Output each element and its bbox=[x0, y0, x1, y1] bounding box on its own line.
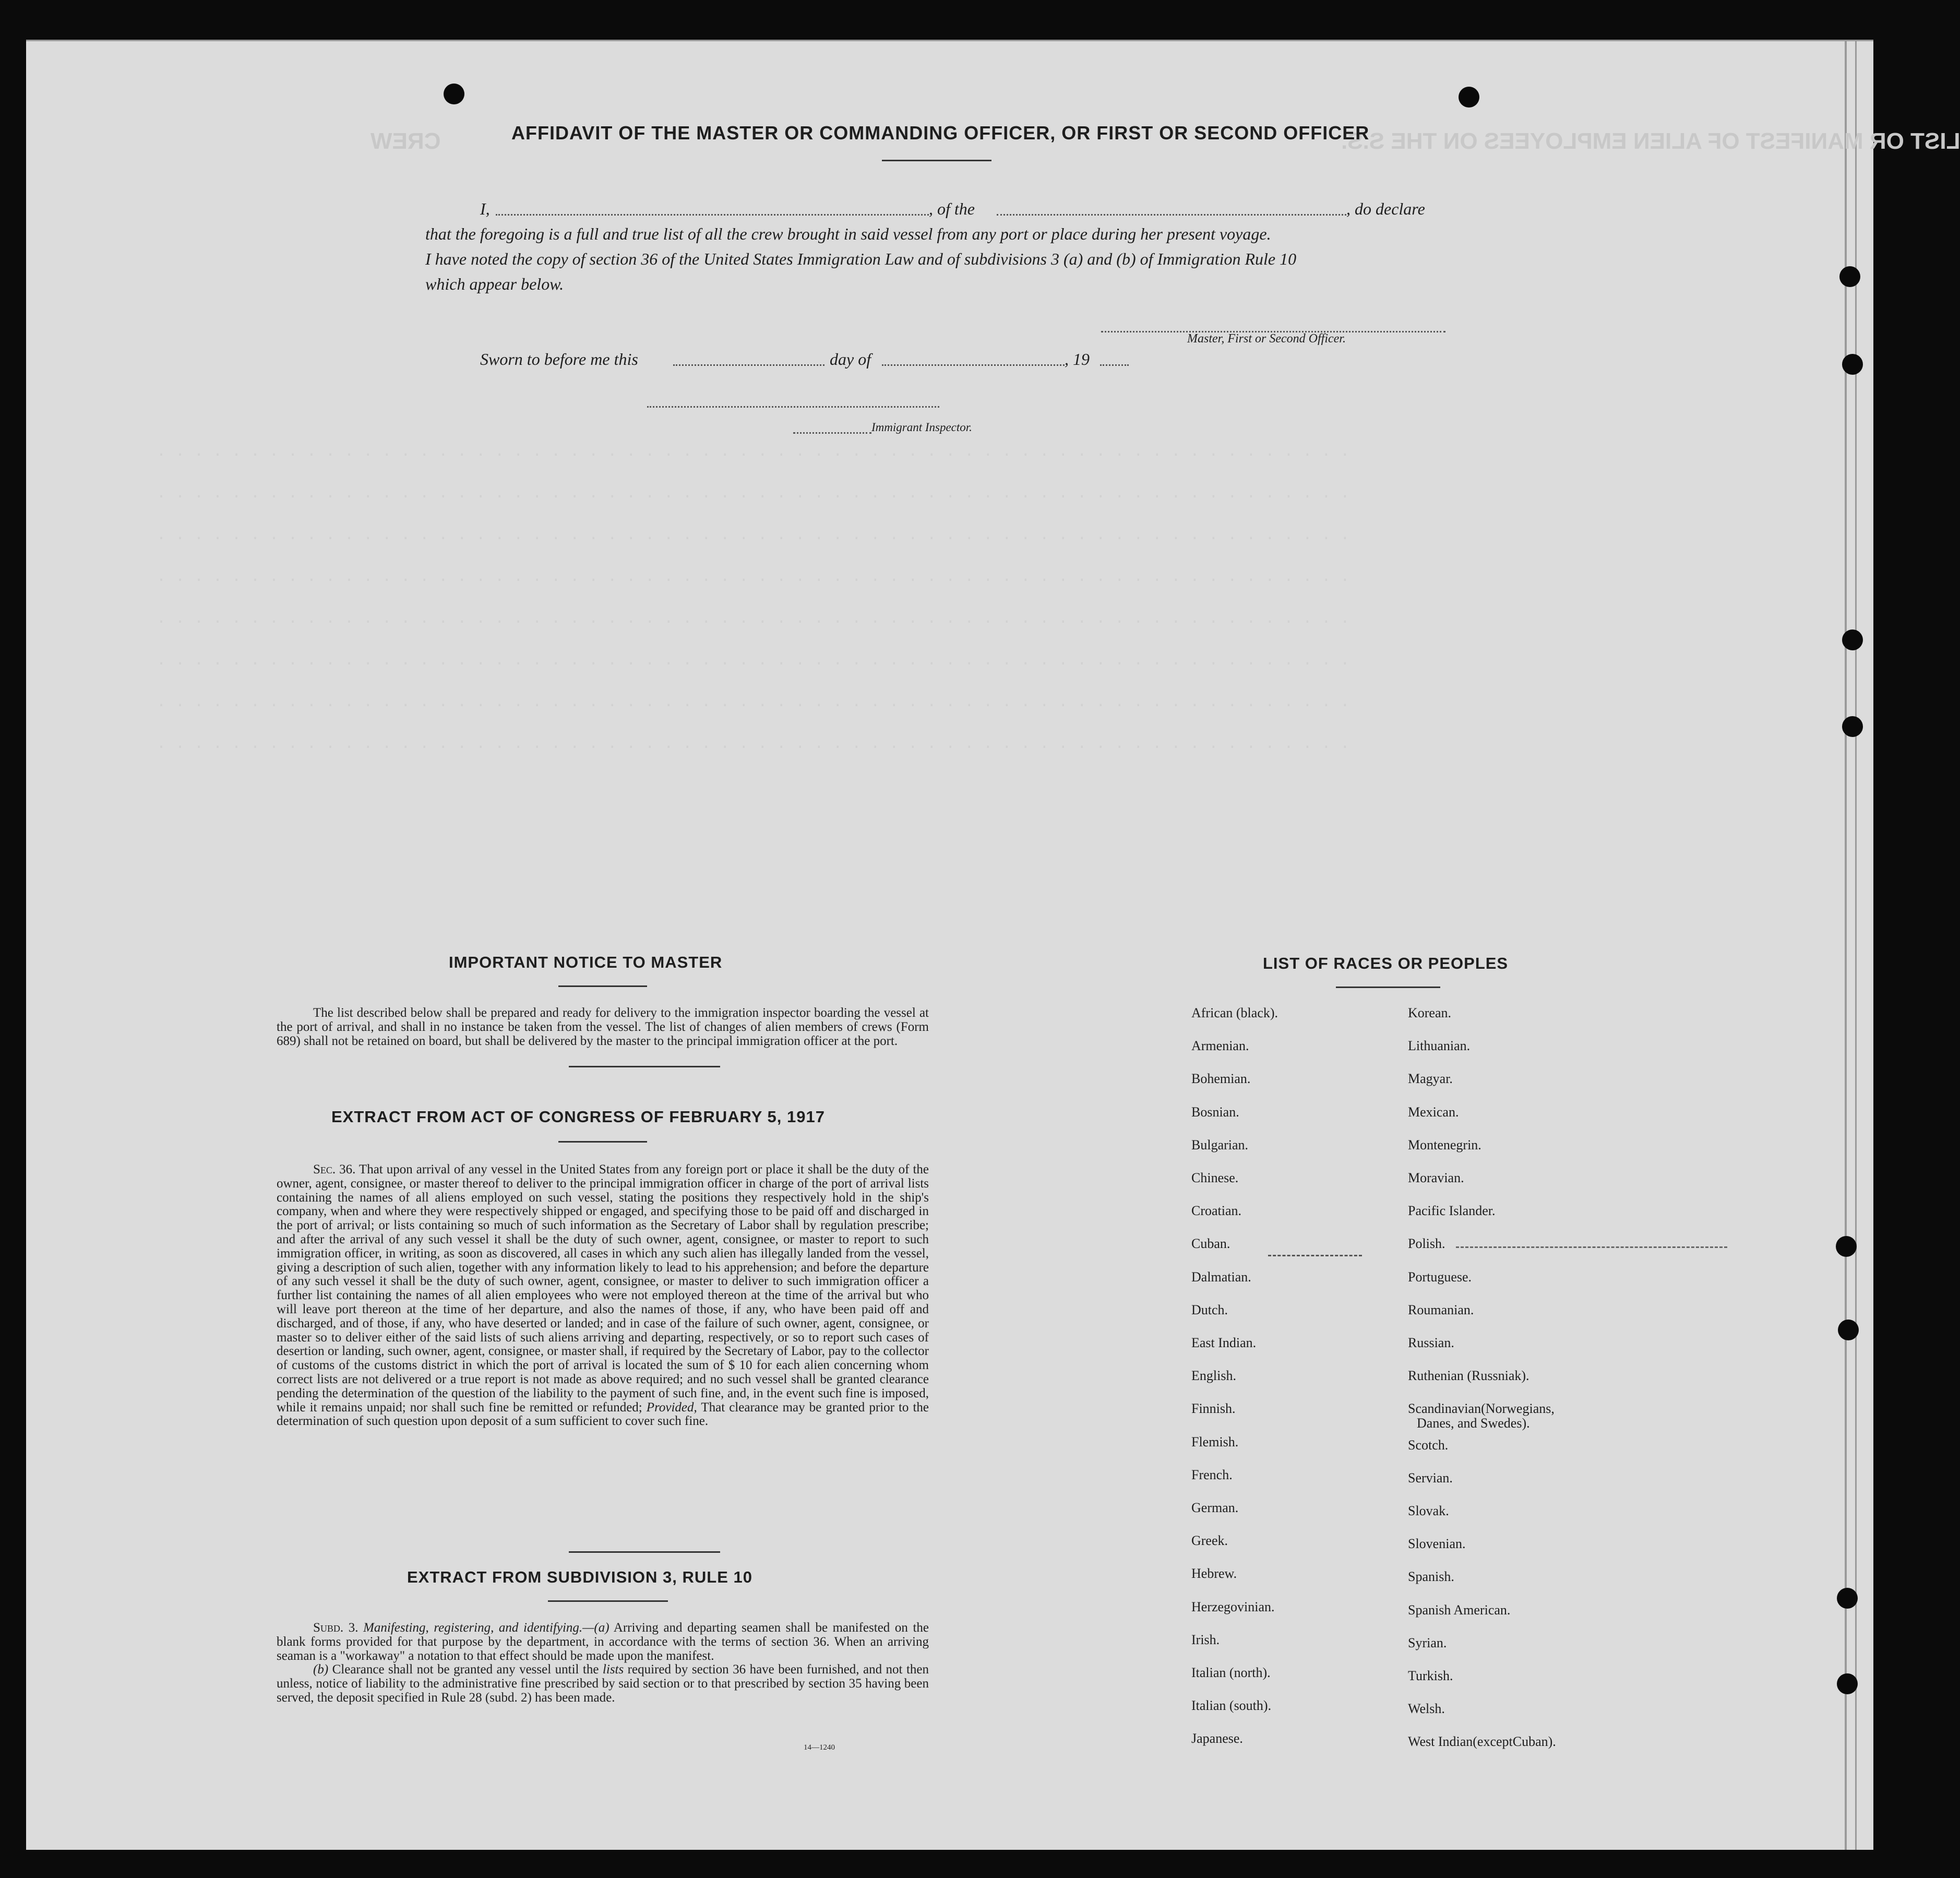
races-title-rule bbox=[1336, 986, 1440, 988]
affidavit-do-declare: , do declare bbox=[1346, 199, 1425, 218]
race-item: Finnish. bbox=[1191, 1401, 1236, 1417]
race-item: Moravian. bbox=[1408, 1170, 1464, 1185]
document-page bbox=[26, 40, 1960, 1850]
race-item: English. bbox=[1191, 1368, 1236, 1384]
ink-mark bbox=[1456, 1246, 1727, 1248]
punch-hole bbox=[1837, 1588, 1858, 1609]
page-edge-right bbox=[1845, 40, 1847, 1850]
day-of-label: day of bbox=[830, 350, 871, 369]
rule-heading: Manifesting, registering, and identifying.—(a) bbox=[363, 1621, 609, 1635]
rule-extract-title: EXTRACT FROM SUBDIVISION 3, RULE 10 bbox=[407, 1568, 752, 1586]
race-item: East Indian. bbox=[1191, 1335, 1257, 1350]
affidavit-body-line1: that the foregoing is a full and true list of all the crew brought in said vessel from any port or place during her present voyage. bbox=[425, 224, 1271, 243]
race-item: Greek. bbox=[1191, 1533, 1228, 1549]
ink-mark bbox=[1268, 1255, 1362, 1256]
lists-word: lists bbox=[602, 1662, 624, 1677]
b-label: (b) bbox=[313, 1662, 329, 1677]
race-item: Danes, and Swedes). bbox=[1417, 1416, 1530, 1431]
race-item: Spanish. bbox=[1408, 1569, 1454, 1585]
affidavit-i-label: I, bbox=[480, 199, 490, 218]
notice-title-rule bbox=[558, 985, 647, 987]
race-item: Chinese. bbox=[1191, 1170, 1239, 1185]
bleed-through-rows: . . . . . . . . . . . . . . . . . . . . . . . . . . . . . . . . . . . . . . . . . . . . . . . . . . . . . . . . . . . . . . . . . . . . . . . . . . . . . . . . . . . . . . . . . . . . . . . . . . . . . . . . . . . . . . . . . . . . . . . . . . . . . . . . . . . . . . . . . . . . . . . . . . . . . . . . . . . . . . . . . . . . . . . . . . . . . . . . . . . . . . . . . . . . . . . . . . . . . . . . . . . . . . . . . . . . . . . . . . . . . . . . . . . . . . . . . . . . . . . . . . . . . . . . . . . . . . . . . . . . . . . . . . . . . . . . . . . . . . . . . . . . . . . . . . . . . . . . . . . . . . . . . . . . . . . . . . . . . . . . . . . . . . . . . . . . . . . . . . . . . . . . . . . . . . . . . . . . . . . . . . . . . . . . . . . . . . . . . . . . . . . . . . . . . . . . . . . . . . . . . . . . . . . . . . . . . . . . . . . . . . . . . . . . . . . . . . . . . . . . . . . . . . . . . . . . . . . . . . . . . . . . . . . . . . . . . . . . . . . . . . . . . . . . . . . . . . . . . . . . . . . . . . . . . . . . bbox=[157, 443, 1350, 753]
sworn-label: Sworn to before me this bbox=[480, 350, 638, 369]
race-item: Welsh. bbox=[1408, 1701, 1445, 1717]
affidavit-vessel-field[interactable] bbox=[997, 214, 1346, 216]
affidavit-name-field[interactable] bbox=[496, 214, 929, 216]
page-edge-top bbox=[26, 40, 1873, 41]
race-item: Armenian. bbox=[1191, 1038, 1249, 1054]
punch-hole bbox=[1842, 716, 1863, 737]
punch-hole bbox=[444, 84, 464, 104]
notice-title: IMPORTANT NOTICE TO MASTER bbox=[449, 953, 723, 971]
punch-hole bbox=[1836, 1236, 1857, 1257]
punch-hole bbox=[1842, 629, 1863, 650]
race-item: Bohemian. bbox=[1191, 1071, 1251, 1087]
race-item: Irish. bbox=[1191, 1632, 1220, 1647]
act-text-b: That clearance may be granted prior to the determination of such question upon deposit of a sum sufficient to cover such fine. bbox=[277, 1400, 929, 1429]
race-item: Japanese. bbox=[1191, 1731, 1243, 1746]
subd-label: Subd. 3. bbox=[313, 1621, 358, 1635]
punch-hole bbox=[1838, 1320, 1859, 1340]
bleed-through-crew: CREW bbox=[371, 128, 441, 154]
inspector-signature-field[interactable] bbox=[647, 406, 939, 408]
race-item: French. bbox=[1191, 1467, 1233, 1482]
race-item: Spanish American. bbox=[1408, 1602, 1511, 1618]
race-item: Magyar. bbox=[1408, 1071, 1453, 1087]
sworn-month-field[interactable] bbox=[882, 364, 1065, 366]
bleed-through-title: LIST OR MANIFEST OF ALIEN EMPLOYEES ON THE S.S. bbox=[1341, 128, 1960, 154]
race-item: Scotch. bbox=[1408, 1437, 1449, 1453]
race-item: Syrian. bbox=[1408, 1635, 1447, 1650]
race-item: Slovak. bbox=[1408, 1503, 1449, 1518]
race-item: Flemish. bbox=[1191, 1434, 1239, 1449]
act-text-a: That upon arrival of any vessel in the United States from any foreign port or place it shall be the duty of the owner, agent, consignee, or master thereof to deliver to the principal immigration officer in charge of the port of arrival lists containing the names of all aliens employed on such vessel, stating the positions they respectively hold in the ship's company, when and where they were respectively shipped or engaged, and specifying those to be paid off and discharged in the port of arrival; or lists containing so much of such information as the Secretary of Labor shall by regulation prescribe; and after the arrival of any such vessel it shall be the duty of such owner, agent, consignee, or master to report to such immigration officer, in writing, as soon as discovered, all cases in which any such alien has illegally landed from the vessel, giving a description of such alien, together with any information likely to lead to his apprehension; and before the departure of any such vessel it shall be the duty of such owner, agent, consignee, or master to deliver to such immigration officer a further list containing the names of all alien employees who were not employed thereon at the time of the arrival but who will leave port thereon at the time of her departure, and also the names of those, if any, who have been paid off and discharged, and of those, if any, who have deserted or landed; and in case of the failure of such owner, agent, consignee, or master so to deliver either of the said lists of such aliens arriving and departing, respectively, or so to report such cases of desertion or landing, such owner, agent, consignee, or master shall, if required by the Secretary of Labor, pay to the collector of customs of the customs district in which the port of arrival is located the sum of $ 10 for each alien concerning whom correct lists are not delivered or a true report is not made as above required; and no such vessel shall be granted clearance pending the determination of the question of the liability to the payment of such fine, and, in the event such fine is imposed, while it remains unpaid; nor shall such fine be remitted or refunded; bbox=[277, 1162, 929, 1415]
affidavit-of-the-label: , of the bbox=[929, 199, 975, 218]
year-label: , 19 bbox=[1065, 350, 1090, 369]
affidavit-title: AFFIDAVIT OF THE MASTER OR COMMANDING OFFICER, OR FIRST OR SECOND OFFICER bbox=[511, 122, 1370, 144]
rule-text-a: Arriving and departing seamen shall be manifested on the blank forms provided for that purpose by the department, in accordance with the terms of section 36. When an arriving seaman is a "workaway" a notation to that effect should be made upon the manifest. bbox=[277, 1621, 929, 1663]
sec-label: Sec. 36. bbox=[313, 1162, 356, 1176]
rule-text-b2: required by section 36 have been furnished, and not then unless, notice of liability to the administrative fine prescribed by said section or to that prescribed by section 35 having been served, the deposit specified in Rule 28 (subd. 2) has been made. bbox=[277, 1662, 929, 1705]
form-number: 14—1240 bbox=[804, 1743, 835, 1752]
race-item: Mexican. bbox=[1408, 1104, 1459, 1120]
notice-separator bbox=[569, 1066, 720, 1067]
master-signature-caption: Master, First or Second Officer. bbox=[1187, 332, 1346, 346]
affidavit-title-rule bbox=[882, 160, 991, 161]
race-item: Montenegrin. bbox=[1408, 1137, 1481, 1152]
rule-text-b1: Clearance shall not be granted any vessel until the bbox=[332, 1662, 599, 1677]
sworn-year-field[interactable] bbox=[1100, 364, 1129, 366]
race-item: Turkish. bbox=[1408, 1668, 1453, 1683]
race-item: Portuguese. bbox=[1408, 1269, 1472, 1285]
inspector-signature-field-2[interactable] bbox=[793, 432, 871, 434]
races-title: LIST OF RACES OR PEOPLES bbox=[1263, 954, 1509, 972]
race-item: Ruthenian (Russniak). bbox=[1408, 1368, 1529, 1384]
race-item: Russian. bbox=[1408, 1335, 1454, 1350]
race-item: Roumanian. bbox=[1408, 1302, 1474, 1317]
sworn-day-field[interactable] bbox=[673, 364, 824, 366]
punch-hole bbox=[1839, 266, 1860, 287]
race-item: Cuban. bbox=[1191, 1236, 1230, 1252]
race-item: Bosnian. bbox=[1191, 1104, 1239, 1120]
page-edge-right-2 bbox=[1855, 40, 1857, 1850]
race-item: West Indian(exceptCuban). bbox=[1408, 1734, 1556, 1750]
punch-hole bbox=[1837, 1673, 1858, 1694]
race-item: Lithuanian. bbox=[1408, 1038, 1471, 1054]
race-item: Dalmatian. bbox=[1191, 1269, 1251, 1285]
race-item: Italian (south). bbox=[1191, 1698, 1272, 1714]
race-item: Bulgarian. bbox=[1191, 1137, 1249, 1152]
race-item: Italian (north). bbox=[1191, 1665, 1271, 1680]
race-item: Scandinavian(Norwegians, bbox=[1408, 1401, 1555, 1417]
act-extract-title-rule bbox=[558, 1141, 647, 1143]
race-item: Polish. bbox=[1408, 1236, 1445, 1252]
rule-extract-title-rule bbox=[548, 1600, 668, 1602]
provided-word: Provided, bbox=[646, 1400, 697, 1415]
affidavit-body-line3: which appear below. bbox=[425, 275, 564, 293]
race-item: German. bbox=[1191, 1500, 1239, 1515]
race-item: Croatian. bbox=[1191, 1203, 1242, 1219]
punch-hole bbox=[1842, 354, 1863, 375]
rule-extract-text bbox=[277, 1621, 929, 1705]
act-extract-title: EXTRACT FROM ACT OF CONGRESS OF FEBRUARY 5, 1917 bbox=[331, 1108, 825, 1126]
race-item: African (black). bbox=[1191, 1005, 1278, 1020]
act-extract-text bbox=[277, 1163, 929, 1429]
race-item: Korean. bbox=[1408, 1005, 1452, 1020]
race-item: Hebrew. bbox=[1191, 1566, 1237, 1582]
act-separator bbox=[569, 1551, 720, 1553]
inspector-caption: Immigrant Inspector. bbox=[871, 421, 972, 434]
notice-text: The list described below shall be prepared and ready for delivery to the immigration inspector boarding the vessel at the port of arrival, and shall in no instance be taken from the vessel. The list of changes of alien members of crews (Form 689) shall not be retained on board, but shall be delivered by the master to the principal immigration officer at the port. bbox=[277, 1006, 929, 1048]
race-item: Dutch. bbox=[1191, 1302, 1228, 1317]
affidavit-body-line2: I have noted the copy of section 36 of the United States Immigration Law and of subdivisions 3 (a) and (b) of Immigration Rule 10 bbox=[425, 249, 1297, 268]
race-item: Slovenian. bbox=[1408, 1536, 1466, 1552]
race-item: Servian. bbox=[1408, 1470, 1453, 1485]
race-item: Herzegovinian. bbox=[1191, 1599, 1275, 1614]
punch-hole bbox=[1459, 87, 1479, 108]
race-item: Pacific Islander. bbox=[1408, 1203, 1496, 1219]
